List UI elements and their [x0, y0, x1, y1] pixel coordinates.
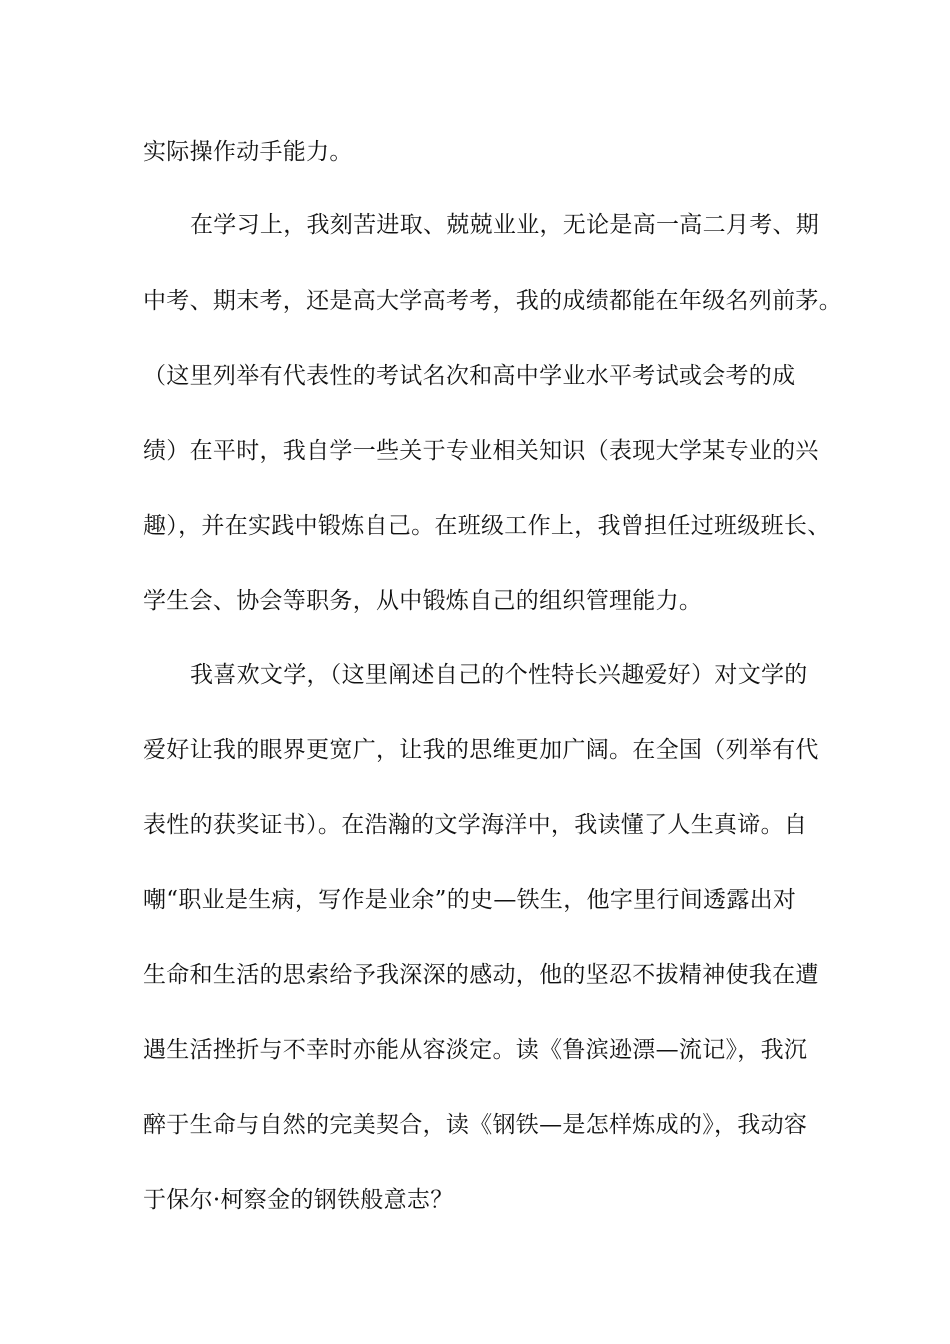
text-line: 生命和生活的思索给予我深深的感动，他的坚忍不拔精神使我在遭 [143, 962, 819, 988]
text-line: （这里列举有代表性的考试名次和高中学业水平考试或会考的成 [143, 363, 796, 389]
text-line: 实际操作动手能力。 [143, 139, 353, 165]
paragraph-first-line: 在学习上，我刻苦进取、兢兢业业，无论是高一高二月考、期 [190, 212, 820, 238]
text-line: 绩）在平时，我自学一些关于专业相关知识（表现大学某专业的兴 [143, 438, 819, 464]
paragraph-first-line: 我喜欢文学，（这里阐述自己的个性特长兴趣爱好）对文学的 [190, 662, 808, 688]
text-line: 醉于生命与自然的完美契合，读《钢铁—是怎样炼成的》，我动容 [143, 1112, 808, 1138]
text-line: 学生会、协会等职务，从中锻炼自己的组织管理能力。 [143, 588, 703, 614]
text-line: 中考、期末考，还是高大学高考考，我的成绩都能在年级名列前茅。 [143, 288, 842, 314]
text-line: 嘲“职业是生病，写作是业余”的史—铁生，他字里行间透露出对 [143, 887, 797, 913]
text-line: 于保尔·柯察金的钢铁般意志？ [143, 1187, 454, 1213]
text-line: 表性的获奖证书）。在浩瀚的文学海洋中，我读懂了人生真谛。自 [143, 812, 808, 838]
text-line: 爱好让我的眼界更宽广，让我的思维更加广阔。在全国（列举有代 [143, 737, 819, 763]
text-line: 遇生活挫折与不幸时亦能从容淡定。读《鲁滨逊漂—流记》，我沉 [143, 1037, 808, 1063]
text-line: 趣），并在实践中锻炼自己。在班级工作上，我曾担任过班级班长、 [143, 513, 831, 539]
